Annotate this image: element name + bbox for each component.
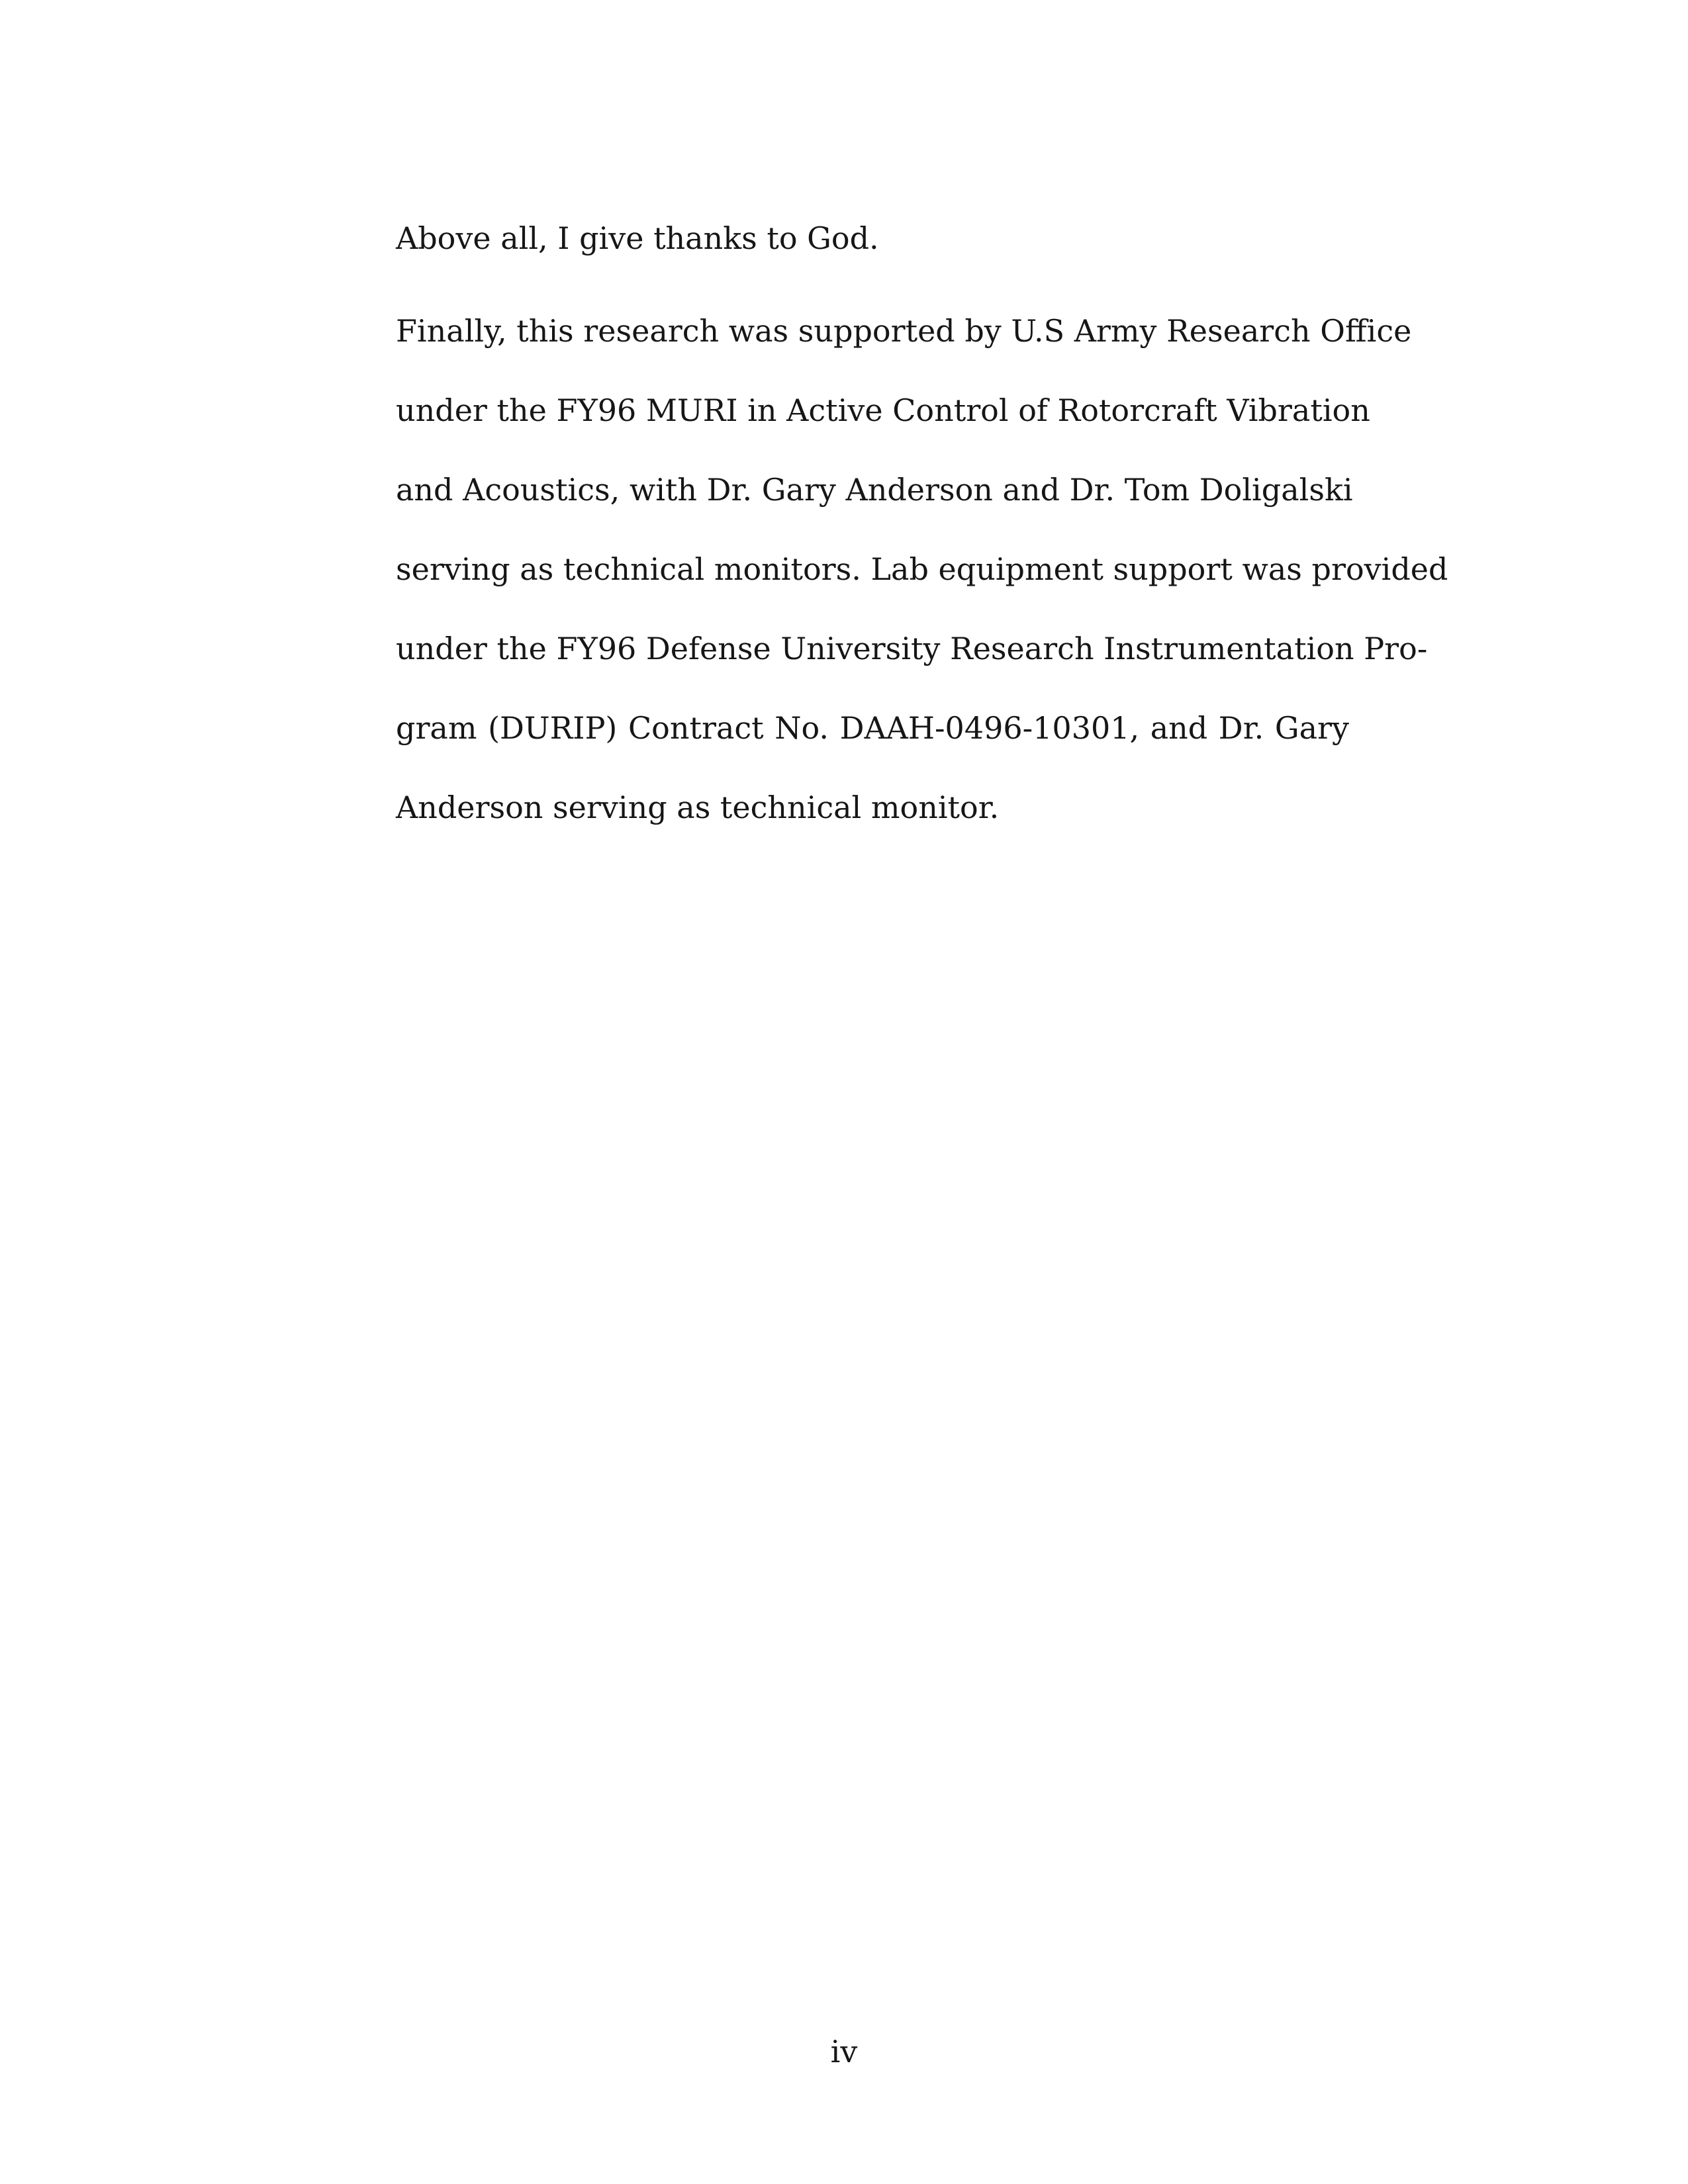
paragraph-line: under the FY96 MURI in Active Control of Rotorcraft Vibration bbox=[396, 392, 1370, 428]
paragraph-line: under the FY96 Defense University Research Instrumentation Pro- bbox=[396, 631, 1428, 666]
paragraph-thanks: Above all, I give thanks to God. bbox=[396, 220, 879, 256]
paragraph-line: serving as technical monitors. Lab equipment support was provided bbox=[396, 551, 1448, 587]
page-number: iv bbox=[830, 2034, 858, 2070]
paragraph-line: Finally, this research was supported by U.S Army Research Office bbox=[396, 313, 1412, 349]
paragraph-funding bbox=[396, 311, 1448, 867]
paragraph-line: gram (DURIP) Contract No. DAAH-0496-10301, and Dr. Gary bbox=[396, 710, 1349, 746]
paragraph-line: and Acoustics, with Dr. Gary Anderson and Dr. Tom Doligalski bbox=[396, 472, 1353, 508]
paragraph-line: Anderson serving as technical monitor. bbox=[396, 790, 1000, 825]
